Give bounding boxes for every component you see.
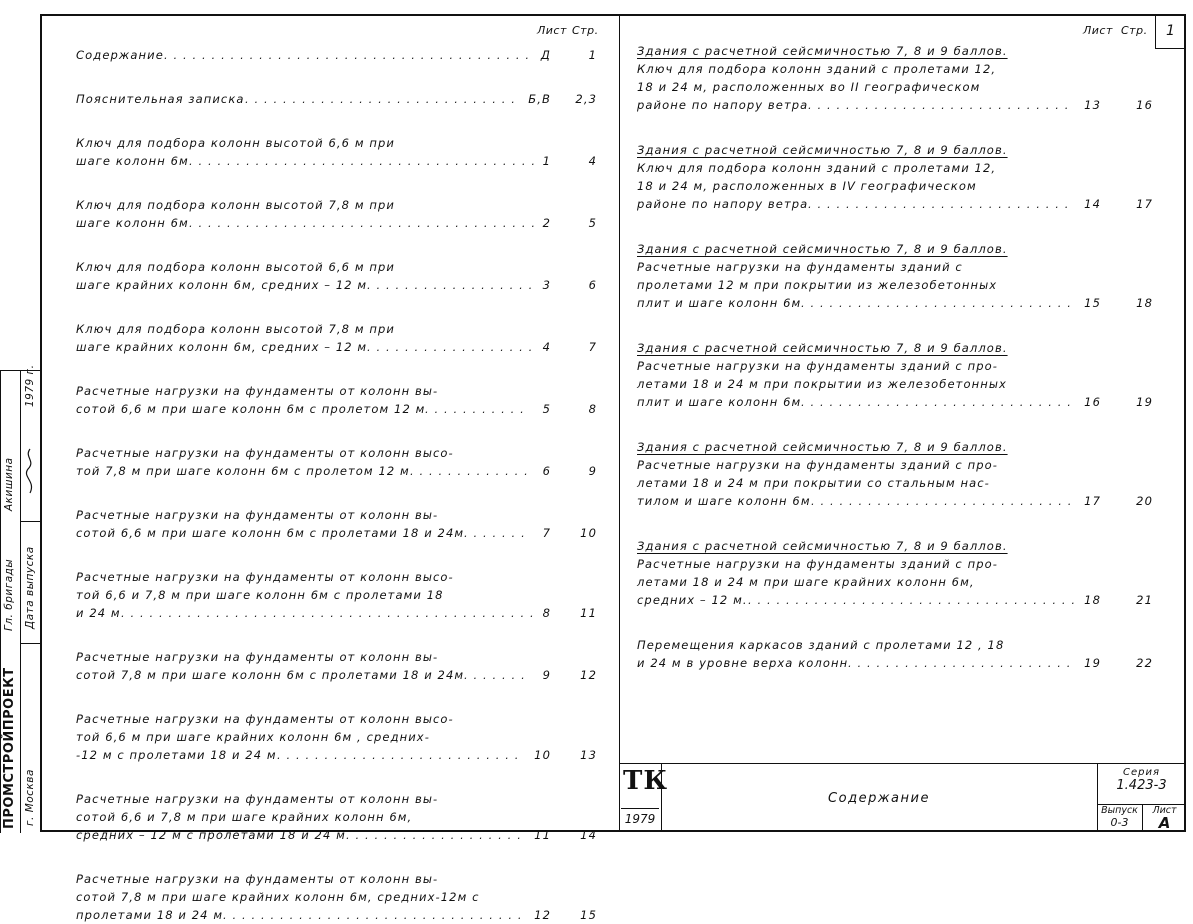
entry-line	[76, 462, 607, 480]
entry-text: летами 18 и 24 м при шаге крайних колонн 6м,	[637, 575, 975, 589]
entry-page-number: 4	[588, 154, 597, 168]
entry-page-number: 21	[1136, 593, 1153, 607]
entry-sheet-number: 10	[534, 748, 551, 762]
entry-line	[637, 276, 1181, 294]
entry-text: Расчетные нагрузки на фундаменты от колонн вы-	[76, 872, 439, 886]
entry-text: и 24 м в уровне верха колонн	[637, 656, 849, 670]
entry-sheet-number: 11	[534, 828, 551, 842]
leader-dots: . . . . . . . . . . . . . . . . . . . . . . . . . . . .	[808, 197, 1070, 211]
entry-text: Ключ для подбора колонн высотой 7,8 м при	[76, 322, 395, 336]
entry-text: -12 м с пролетами 18 и 24 м	[76, 748, 277, 762]
entry-line	[76, 568, 607, 586]
entry-line	[76, 648, 607, 666]
tk-mark: ТК	[623, 766, 668, 796]
entry-line	[637, 60, 1181, 78]
leader-dots: . . . . . . . . . . . . .	[410, 464, 529, 478]
entry-sheet-number: 4	[542, 340, 551, 354]
entry-text: той 6,6 и 7,8 м при шаге колонн 6м с пролетами 18	[76, 588, 444, 602]
entry-text: 18 и 24 м, расположенных во II географическом	[637, 80, 981, 94]
entry-text: плит и шаге колонн 6м	[637, 395, 802, 409]
entry-text: Ключ для подбора колонн зданий с пролетами 12,	[637, 161, 997, 175]
entry-line	[76, 870, 607, 888]
entry-line	[637, 636, 1181, 654]
entry-line	[76, 258, 607, 276]
series-value: 1.423-3	[1116, 778, 1167, 793]
org-city: г. Москва	[24, 769, 36, 826]
entry-text: Расчетные нагрузки на фундаменты от колонн вы-	[76, 650, 439, 664]
entry-sheet-number: 19	[1084, 656, 1101, 670]
issue-cell	[1097, 805, 1143, 832]
entry-text: пролетами 12 м при покрытии из железобетонных	[637, 278, 998, 292]
column-divider	[619, 14, 620, 832]
entry-line	[637, 159, 1181, 177]
entry-text: средних – 12 м с пролетами 18 и 24 м	[76, 828, 346, 842]
entry-text: районе по напору ветра	[637, 197, 809, 211]
entry-sheet-number: 16	[1084, 395, 1101, 409]
entry-sheet-number: 1	[542, 154, 551, 168]
margin-stamp	[0, 364, 40, 832]
entry-sheet-number: 3	[542, 278, 551, 292]
entry-text: той 6,6 м при шаге крайних колонн 6м , средних-	[76, 730, 430, 744]
entry-text: плит и шаге колонн 6м	[637, 296, 802, 310]
sheet-value: А	[1158, 814, 1171, 832]
entry-text: Расчетные нагрузки на фундаменты от колонн высо-	[76, 446, 454, 460]
entry-page-number: 1	[588, 48, 597, 62]
entry-line	[76, 808, 607, 826]
leader-dots: . . . . . . . . . . . . . . . . . .	[367, 340, 534, 354]
entry-text: Ключ для подбора колонн высотой 6,6 м при	[76, 136, 395, 150]
entry-text: Ключ для подбора колонн высотой 6,6 м при	[76, 260, 395, 274]
leader-dots: . . . . . . . . . . . . . . . . . . . . . . . . . . . . .	[245, 92, 517, 106]
entry-line	[637, 78, 1181, 96]
entry-line	[76, 586, 607, 604]
entry-sheet-number: 7	[542, 526, 551, 540]
entry-line	[76, 604, 607, 622]
entry-text: Расчетные нагрузки на фундаменты зданий с про-	[637, 557, 999, 571]
entry-text: шаге крайних колонн 6м, средних – 12 м	[76, 278, 368, 292]
contents-entry	[637, 42, 1181, 114]
leader-dots: . . . . . . . . . . . . . . . . . . . . . . . . . . . . . . . .	[223, 908, 523, 922]
entry-line	[637, 375, 1181, 393]
contents-entry	[76, 382, 607, 418]
entry-text: сотой 7,8 м при шаге колонн 6м с пролетами 18 и 24м	[76, 668, 465, 682]
entry-text: Расчетные нагрузки на фундаменты зданий с про-	[637, 359, 999, 373]
leader-dots: . . . . . . . . . . . . . . . . . . . . . . . . . . . . . . . . . . . . .	[189, 216, 537, 230]
contents-entry	[76, 320, 607, 356]
entry-text: Пояснительная записка	[76, 92, 245, 106]
entry-page-number: 22	[1136, 656, 1153, 670]
leader-dots: . . . . . . . . . . . . . . . . . .	[367, 278, 534, 292]
entry-sheet-number: 17	[1084, 494, 1101, 508]
entry-page-number: 15	[580, 908, 597, 922]
entry-line	[637, 177, 1181, 195]
entry-line	[637, 492, 1181, 510]
entry-text: Перемещения каркасов зданий с пролетами 12 , 18	[637, 638, 1005, 652]
entry-text: Расчетные нагрузки на фундаменты зданий с	[637, 260, 963, 274]
entry-text: Здания с расчетной сейсмичностью 7, 8 и 9 баллов.	[637, 242, 1008, 256]
entry-text: сотой 6,6 м при шаге колонн 6м с пролетом 12 м	[76, 402, 426, 416]
entry-text: средних – 12 м.	[637, 593, 748, 607]
contents-entry	[76, 46, 607, 64]
entry-text: летами 18 и 24 м при покрытии со стальным нас-	[637, 476, 990, 490]
leader-dots: . . . . . . . . . . . . . . . . . . . . . . . . . . . . .	[801, 395, 1073, 409]
entry-page-number: 12	[580, 668, 597, 682]
entry-text: Здания с расчетной сейсмичностью 7, 8 и 9 баллов.	[637, 539, 1008, 553]
entry-line	[76, 320, 607, 338]
leader-dots: . . . . . . . . . . . . . . . . . . . . . . . . . . . . . . . . . . . . . . .	[164, 48, 531, 62]
entry-page-number: 6	[588, 278, 597, 292]
header-sheet-label: Лист	[537, 24, 567, 37]
entry-sheet-number: 2	[542, 216, 551, 230]
contents-entry	[76, 506, 607, 542]
entry-text: и 24 м	[76, 606, 121, 620]
entry-sheet-number: 14	[1084, 197, 1101, 211]
entry-text: сотой 6,6 м при шаге колонн 6м с пролетами 18 и 24м	[76, 526, 465, 540]
entry-text: Здания с расчетной сейсмичностью 7, 8 и 9 баллов.	[637, 143, 1008, 157]
signature-mark	[22, 447, 38, 497]
title-block-year: 1979	[621, 808, 659, 826]
entry-page-number: 10	[580, 526, 597, 540]
entry-line	[76, 506, 607, 524]
leader-dots: . . . . . . .	[464, 526, 526, 540]
leader-dots: . . . . . . . . . . . . . . . . . . . . . . . . . .	[277, 748, 520, 762]
entry-text: районе по напору ветра	[637, 98, 809, 112]
contents-entry	[76, 196, 607, 232]
entry-line	[637, 339, 1181, 357]
contents-entry	[637, 537, 1181, 609]
entry-text: Здания с расчетной сейсмичностью 7, 8 и 9 баллов.	[637, 44, 1008, 58]
entry-text: Расчетные нагрузки на фундаменты зданий с про-	[637, 458, 999, 472]
entry-line	[76, 746, 607, 764]
entry-sheet-number: Б,В	[528, 92, 551, 106]
entry-page-number: 2,3	[575, 92, 597, 106]
leader-dots: . . . . . . . . . . . . . . . . . . . . . . . . . . . . .	[801, 296, 1073, 310]
entry-text: Здания с расчетной сейсмичностью 7, 8 и 9 баллов.	[637, 341, 1008, 355]
entry-page-number: 7	[588, 340, 597, 354]
sheet-label: Лист	[1152, 805, 1177, 816]
corner-page-number: 1	[1155, 15, 1185, 49]
entry-text: той 7,8 м при шаге колонн 6м с пролетом 12 м	[76, 464, 410, 478]
entry-sheet-number: 18	[1084, 593, 1101, 607]
title-block-codes	[1097, 764, 1186, 832]
leader-dots: . . . . . . . . . . . . . . . . . . . . . . . . . . . . . . . . . . . . . . . . . . . .	[121, 606, 535, 620]
entry-text: Расчетные нагрузки на фундаменты от колонн вы-	[76, 792, 439, 806]
entry-line	[76, 790, 607, 808]
entry-line	[637, 294, 1181, 312]
contents-entry	[76, 444, 607, 480]
contents-entry	[76, 648, 607, 684]
contents-entry	[637, 339, 1181, 411]
brigade-label: Гл. бригады	[3, 558, 15, 631]
entry-line	[637, 240, 1181, 258]
entry-line	[76, 134, 607, 152]
entry-line	[76, 888, 607, 906]
entry-page-number: 14	[580, 828, 597, 842]
header-page-label: Стр.	[572, 24, 599, 37]
entry-line	[76, 214, 607, 232]
entry-page-number: 18	[1136, 296, 1153, 310]
contents-entry	[637, 636, 1181, 672]
entry-text: сотой 6,6 и 7,8 м при шаге крайних колонн 6м,	[76, 810, 413, 824]
entry-line	[637, 537, 1181, 555]
issue-value: 0-3	[1110, 816, 1129, 829]
entry-page-number: 19	[1136, 395, 1153, 409]
series-cell	[1097, 764, 1186, 805]
entry-line	[637, 258, 1181, 276]
contents-entry	[76, 710, 607, 764]
contents-entry	[76, 90, 607, 108]
entry-line	[637, 654, 1181, 672]
entry-text: Расчетные нагрузки на фундаменты от колонн высо-	[76, 712, 454, 726]
entry-text: тилом и шаге колонн 6м	[637, 494, 811, 508]
leader-dots: . . . . . . . . . . . . . . . . . . . . . . . . . . . . . . . . . . .	[748, 593, 1077, 607]
entry-text: летами 18 и 24 м при покрытии из железобетонных	[637, 377, 1007, 391]
entry-page-number: 11	[580, 606, 597, 620]
sheet-cell	[1143, 805, 1186, 832]
entry-line	[76, 728, 607, 746]
leader-dots: . . . . . . . . . . . . . . . . . . . . . . . . . . . .	[808, 98, 1070, 112]
header-page-label: Стр.	[1121, 24, 1148, 37]
contents-entry	[637, 141, 1181, 213]
entry-line	[76, 196, 607, 214]
entry-line	[637, 96, 1181, 114]
entry-sheet-number: Д	[540, 48, 551, 62]
entry-line	[637, 195, 1181, 213]
entry-text: пролетами 18 и 24 м	[76, 908, 224, 922]
entry-text: Расчетные нагрузки на фундаменты от колонн высо-	[76, 570, 454, 584]
entry-text: Расчетные нагрузки на фундаменты от колонн вы-	[76, 384, 439, 398]
entry-line	[76, 906, 607, 924]
entry-text: Ключ для подбора колонн зданий с пролетами 12,	[637, 62, 997, 76]
leader-dots: . . . . . . . . . . .	[425, 402, 525, 416]
contents-entry	[76, 870, 607, 924]
issue-label: Выпуск	[1101, 805, 1138, 816]
entry-page-number: 16	[1136, 98, 1153, 112]
entry-sheet-number: 6	[542, 464, 551, 478]
entry-line	[637, 42, 1181, 60]
entry-page-number: 13	[580, 748, 597, 762]
contents-entry	[76, 134, 607, 170]
release-year: 1979 г.	[24, 364, 36, 407]
title-block	[619, 763, 1186, 832]
series-label: Серия	[1123, 767, 1160, 778]
entry-text: Здания с расчетной сейсмичностью 7, 8 и 9 баллов.	[637, 440, 1008, 454]
entry-line	[76, 338, 607, 356]
title-block-mark-cell	[619, 764, 668, 832]
entry-line	[76, 710, 607, 728]
entry-sheet-number: 12	[534, 908, 551, 922]
entry-line	[76, 826, 607, 844]
title-block-title: Содержание	[661, 764, 1098, 832]
entry-line	[637, 393, 1181, 411]
entry-text: Расчетные нагрузки на фундаменты от колонн вы-	[76, 508, 439, 522]
leader-dots: . . . . . . . . . . . . . . . . . . . . . . . . . . . .	[811, 494, 1073, 508]
entry-line	[637, 474, 1181, 492]
entry-line	[637, 141, 1181, 159]
entry-line	[76, 382, 607, 400]
entry-line	[637, 555, 1181, 573]
entry-text: шаге крайних колонн 6м, средних – 12 м	[76, 340, 368, 354]
entry-line	[76, 276, 607, 294]
entry-text: 18 и 24 м, расположенных в IV географическом	[637, 179, 977, 193]
entry-line	[637, 438, 1181, 456]
leader-dots: . . . . . . . . . . . . . . . . . . . . . . . .	[848, 656, 1072, 670]
entry-line	[637, 573, 1181, 591]
entry-line	[76, 400, 607, 418]
entry-text: Ключ для подбора колонн высотой 7,8 м при	[76, 198, 395, 212]
entry-text: сотой 7,8 м при шаге крайних колонн 6м, средних-12м с	[76, 890, 480, 904]
entry-sheet-number: 5	[542, 402, 551, 416]
contents-entry	[76, 790, 607, 844]
entry-page-number: 9	[588, 464, 597, 478]
entry-line	[637, 456, 1181, 474]
entry-line	[76, 90, 607, 108]
org-name: ПРОМСТРОЙПРОЕКТ	[2, 667, 17, 829]
entry-line	[76, 46, 607, 64]
entry-sheet-number: 9	[542, 668, 551, 682]
header-sheet-label: Лист	[1083, 24, 1113, 37]
entry-line	[76, 444, 607, 462]
entry-text: шаге колонн 6м	[76, 154, 189, 168]
entry-line	[637, 591, 1181, 609]
entry-sheet-number: 8	[542, 606, 551, 620]
contents-entry	[637, 240, 1181, 312]
leader-dots: . . . . . . . . . . . . . . . . . . .	[346, 828, 522, 842]
release-label: Дата выпуска	[24, 546, 36, 629]
entry-page-number: 17	[1136, 197, 1153, 211]
leader-dots: . . . . . . .	[464, 668, 526, 682]
entry-line	[76, 152, 607, 170]
entry-sheet-number: 13	[1084, 98, 1101, 112]
contents-entry	[76, 258, 607, 294]
leader-dots: . . . . . . . . . . . . . . . . . . . . . . . . . . . . . . . . . . . . .	[189, 154, 537, 168]
entry-line	[637, 357, 1181, 375]
entry-page-number: 20	[1136, 494, 1153, 508]
brigade-name: Акишина	[3, 457, 15, 511]
entry-line	[76, 666, 607, 684]
entry-line	[76, 524, 607, 542]
entry-text: Содержание	[76, 48, 164, 62]
entry-text: шаге колонн 6м	[76, 216, 189, 230]
entry-page-number: 5	[588, 216, 597, 230]
contents-entry	[637, 438, 1181, 510]
contents-entry	[76, 568, 607, 622]
entry-page-number: 8	[588, 402, 597, 416]
entry-sheet-number: 15	[1084, 296, 1101, 310]
